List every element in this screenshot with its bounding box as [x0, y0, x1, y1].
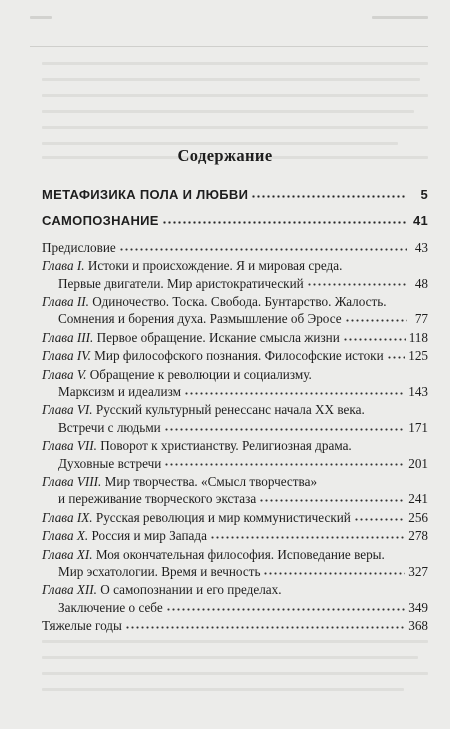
- chapter-number: Глава XI.: [42, 546, 93, 562]
- chapter-number: Глава XII.: [42, 582, 97, 598]
- page-number: 241: [408, 491, 428, 507]
- entry-title: Заключение о себе: [58, 599, 163, 615]
- bleed-through-header: [30, 10, 428, 47]
- entry-title: Истоки и происхождение. Я и мировая среда.: [84, 258, 343, 274]
- toc-entry: [42, 366, 428, 401]
- dot-leader: [125, 617, 405, 630]
- dot-leader: [251, 186, 407, 199]
- entry-title: Тяжелые годы: [42, 618, 122, 634]
- page-number: 118: [408, 329, 428, 345]
- page-number: 349: [408, 599, 428, 615]
- entry-title: Поворот к христианству. Религиозная драма.: [96, 438, 352, 454]
- entry-title: Одиночество. Тоска. Свобода. Бунтарство. Жалость.: [88, 293, 387, 309]
- toc-entry: [42, 293, 428, 328]
- entry-title: Духовные встречи: [58, 455, 162, 471]
- chapter-number: Глава X.: [42, 528, 89, 544]
- toc-entry: [42, 239, 428, 256]
- entry-title: Марксизм и идеализм: [58, 384, 181, 400]
- entry-title: САМОПОЗНАНИЕ: [42, 213, 159, 229]
- page-number: 368: [408, 618, 428, 634]
- entry-title: Моя окончательная философия. Исповедание веры.: [92, 546, 385, 562]
- entry-title: Мир творчества. «Смысл творчества»: [101, 473, 318, 489]
- page-number: 125: [408, 348, 428, 364]
- dot-leader: [166, 599, 406, 612]
- dot-leader: [354, 509, 405, 522]
- entry-title: О самопознании и его пределах.: [96, 582, 282, 598]
- entry-title: Сомнения и борения духа. Размышление об Эросе: [58, 311, 342, 327]
- toc-entry: [42, 527, 428, 544]
- toc-entry: [42, 617, 428, 634]
- entry-title: Мир эсхатологии. Время и вечность: [58, 564, 261, 580]
- entry-title: Первые двигатели. Мир аристократический: [58, 275, 304, 291]
- dot-leader: [162, 212, 407, 225]
- entry-title: Русская революция и мир коммунистический: [92, 509, 351, 525]
- toc-entry: [42, 546, 428, 581]
- contents-title: Содержание: [177, 146, 273, 165]
- chapter-number: Глава VIII.: [42, 473, 102, 489]
- page-number: 77: [414, 311, 428, 327]
- toc-entry: [42, 509, 428, 526]
- entry-title: и переживание творческого экстаза: [58, 491, 257, 507]
- entry-title: Встречи с людьми: [58, 419, 161, 435]
- toc-entry: [42, 437, 428, 472]
- toc-section: [42, 212, 428, 229]
- chapter-number: Глава IX.: [42, 509, 93, 525]
- dot-leader: [119, 239, 407, 252]
- page-number: 143: [408, 384, 428, 400]
- dot-leader: [345, 310, 407, 323]
- entry-title: МЕТАФИЗИКА ПОЛА И ЛЮБВИ: [42, 187, 249, 202]
- toc-entry: [42, 257, 428, 292]
- toc-entry: [42, 401, 428, 436]
- dot-leader: [184, 383, 405, 396]
- entry-title: Русский культурный ренессанс начала XX века.: [92, 402, 365, 418]
- chapter-number: Глава I.: [42, 258, 85, 274]
- dot-leader: [343, 329, 406, 342]
- dot-leader: [164, 419, 406, 432]
- dot-leader: [307, 274, 407, 287]
- toc-entry: [42, 329, 428, 346]
- entry-title: Первое обращение. Искание смысла жизни: [93, 329, 340, 345]
- page-number: 5: [420, 187, 428, 202]
- chapter-number: Глава III.: [42, 329, 94, 345]
- dot-leader: [210, 527, 405, 540]
- chapter-number: Глава VI.: [42, 402, 93, 418]
- page-number: 256: [408, 509, 428, 525]
- toc-entry: [42, 581, 428, 616]
- chapter-number: Глава VII.: [42, 438, 97, 454]
- toc-entry: [42, 347, 428, 364]
- dot-leader: [164, 454, 405, 467]
- page-number: 171: [408, 419, 428, 435]
- page-number: 327: [408, 564, 428, 580]
- page-number: 48: [414, 275, 428, 291]
- chapter-number: Глава IV.: [42, 348, 91, 364]
- dot-leader: [387, 347, 406, 360]
- page-number: 41: [412, 213, 428, 229]
- table-of-contents: [42, 186, 428, 636]
- entry-title: Обращение к революции и социализму.: [86, 366, 312, 382]
- page-number: 278: [408, 528, 428, 544]
- entry-title: Мир философского познания. Философские истоки: [90, 348, 384, 364]
- entry-title: Россия и мир Запада: [88, 528, 207, 544]
- page-number: 43: [414, 239, 428, 255]
- chapter-number: Глава II.: [42, 293, 89, 309]
- dot-leader: [263, 563, 405, 576]
- toc-entry: [42, 473, 428, 508]
- entry-title: Предисловие: [42, 239, 116, 255]
- chapter-number: Глава V.: [42, 366, 87, 382]
- page-number: 201: [408, 455, 428, 471]
- toc-section: [42, 186, 428, 203]
- dot-leader: [259, 490, 405, 503]
